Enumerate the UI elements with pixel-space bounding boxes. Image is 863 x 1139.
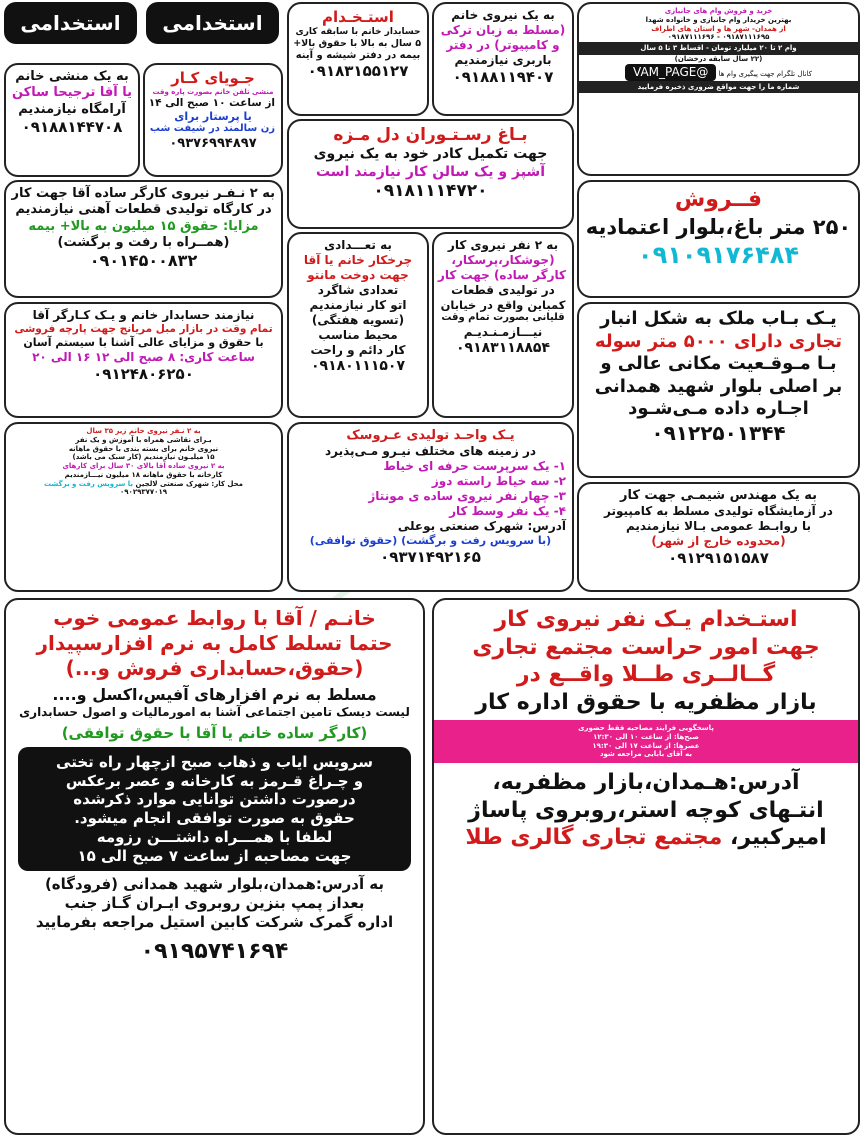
ad-loans-experience: (۲۲ سال سابقه درخشان) bbox=[674, 54, 763, 63]
ad-painting bbox=[4, 422, 283, 592]
ad-painting-l5: به ۲ نیروی ساده آقا بالای ۳۰ سال برای کارهای bbox=[62, 462, 225, 470]
ad-gallery-a1: آدرس:هـمدان،بازار مظفریه، bbox=[492, 770, 800, 795]
ad-software-phone: ۰۹۱۹۵۷۴۱۶۹۴ bbox=[140, 938, 289, 964]
ad-welder-l3: کارگر ساده) جهت کار bbox=[437, 268, 566, 282]
ad-bride-i1: ۱- یک سرپرست حرفه ای خیاط bbox=[383, 459, 566, 474]
ad-accountant-phone: ۰۹۱۸۳۱۵۵۱۲۷ bbox=[307, 62, 409, 81]
ad-gold-gallery bbox=[432, 598, 860, 1135]
ad-sewing-phone: ۰۹۱۸۰۱۱۱۵۰۷ bbox=[311, 358, 405, 374]
ad-gallery-a2: انتـهای کوچه استر،روبروی پاساژ bbox=[468, 797, 824, 823]
ad-software-b5: لطفا با همـــراه داشتـــن رزومه bbox=[96, 827, 333, 846]
ad-furniture bbox=[4, 302, 283, 418]
ad-chemist-phone: ۰۹۱۲۹۱۵۱۵۸۷ bbox=[668, 549, 769, 568]
ad-software-l6: (کارگر ساده خانم یا آقا با حقوق توافقی) bbox=[61, 724, 368, 742]
ad-accountant-l1: حسابدار خانم با سابقه کاری bbox=[295, 26, 421, 37]
ad-iron-l3: مزایا: حقوق ۱۵ میلیون به بالا+ بیمه bbox=[28, 218, 259, 234]
ad-sale-phone: ۰۹۱۰۹۱۷۶۴۸۴ bbox=[637, 240, 800, 269]
ad-job-title: جـویای کـار bbox=[171, 69, 255, 87]
ad-gallery-a3: امیرکبیر، bbox=[730, 825, 827, 850]
ad-warehouse-l5: اجـاره داده مـی‌شـود bbox=[628, 398, 809, 419]
ad-loans bbox=[577, 2, 860, 176]
ad-software-a3: اداره گمرک شرکت کابین استیل مراجعه بفرمایید bbox=[35, 912, 394, 931]
ad-painting-l4: ۱۵ میلیـون نیازمندیم (کار سبک می باشد) bbox=[72, 453, 215, 462]
ad-bride-l2: در زمینه های مختلف نیـرو مـی‌پذیرد bbox=[324, 444, 537, 459]
ad-software-b3: درصورت داشتن توانایی موارد ذکرشده bbox=[73, 790, 356, 809]
ad-job-l1: منشی تلفن خانم بصورت پاره وقت bbox=[152, 87, 274, 96]
ad-secretary-l3: آرامگاه نیازمندیم bbox=[18, 101, 126, 117]
ad-welder-l7: نیـــازمـنـدیـم bbox=[463, 324, 543, 339]
ad-sewing-l5: اتو کار نیازمندیم bbox=[309, 298, 407, 312]
ad-loans-telegram-tag: @VAM_PAGE bbox=[625, 64, 716, 81]
ad-software-l5: لیست دیسک تامین اجتماعی آشنا به امورمالیات و اصول حسابداری bbox=[19, 705, 410, 719]
ad-language-l4: باربری نیازمندیم bbox=[454, 53, 552, 67]
ad-welder-l2: (جوشکار،پرسکار، bbox=[451, 253, 555, 267]
ad-painting-l8: با سرویس رفت و برگشت bbox=[43, 479, 134, 488]
ad-software-l1: خانـم / آقا با روابط عمومی خوب bbox=[53, 606, 376, 630]
ad-secretary bbox=[4, 63, 140, 177]
ad-warehouse-l1: یـک بـاب ملک به شکل انبار bbox=[600, 308, 837, 329]
ad-gallery-l4: بازار مظفریه با حقوق اداره کار bbox=[475, 689, 817, 715]
ad-garden-restaurant bbox=[287, 119, 574, 229]
ad-secretary-l2: یا آقا ترجیحا ساکن bbox=[11, 85, 132, 101]
ad-garden-phone: ۰۹۱۸۱۱۱۴۷۲۰ bbox=[373, 181, 488, 202]
ad-loans-title: خرید و فروش وام های جانبازی bbox=[664, 7, 773, 15]
ad-software-l3: (حقوق،حسابداری فروش و...) bbox=[65, 656, 364, 680]
ad-painting-l6: کارخانه با حقوق ماهانه ۱۸ میلیون نیـــازمندیم bbox=[64, 470, 223, 479]
ad-painting-addr bbox=[10, 480, 277, 489]
ad-sewing-l4: تعدادی شاگرد bbox=[317, 283, 399, 297]
ad-bride-i3: ۳- چهار نفر نیروی ساده ی مونتاژ bbox=[368, 489, 566, 504]
ad-warehouse bbox=[577, 302, 860, 478]
ad-warehouse-phone: ۰۹۱۲۲۵۰۱۳۴۴ bbox=[651, 420, 786, 445]
ad-loans-line1: بهترین خریدار وام جانبازی و خانواده شهدا bbox=[645, 15, 792, 24]
ad-warehouse-l4: بر اصلی بلوار شهید همدانی bbox=[594, 375, 843, 397]
ad-sewing-l1: به تعـــدادی bbox=[324, 238, 392, 252]
ad-language-l3: و کامپیوتر) در دفتر bbox=[446, 38, 560, 52]
ad-sewing-l6: (تسویه هفتگی) bbox=[311, 313, 405, 327]
ad-iron-l2: در کارگاه تولیدی قطعات آهنی نیازمندیم bbox=[15, 202, 272, 218]
header-pill-right: استخدامی bbox=[146, 2, 279, 44]
ad-chemist-l2: در آزمایشگاه تولیدی مسلط به کامپیوتر bbox=[604, 504, 833, 519]
ad-software-b4: حقوق به صورت توافقی انجام میشود. bbox=[74, 809, 355, 827]
ad-painting-l7: محل کار: شهرک صنعتی لالجین bbox=[135, 479, 244, 488]
ad-gallery-p2: صبح‌ها: از ساعت ۱۰ الی ۱۲:۳۰ bbox=[593, 732, 699, 741]
ad-sale bbox=[577, 180, 860, 298]
ad-iron-parts bbox=[4, 180, 283, 298]
ad-welder-l1: به ۲ نفر نیروی کار bbox=[447, 238, 559, 252]
ad-welder bbox=[432, 232, 574, 418]
ad-bride-addr: آدرس: شهرک صنعتی بوعلی bbox=[397, 519, 566, 534]
ad-loans-line2: از همدان- شهر ها و استان های اطراف bbox=[651, 24, 786, 33]
ad-painting-phone: ۰۹۰۲۹۳۷۷۰۱۹ bbox=[120, 488, 167, 497]
ad-furniture-l4: ساعت کاری: ۸ صبح الی ۱۲ ۱۶ الی ۲۰ bbox=[32, 349, 255, 364]
ad-accountant-title: استـخـدام bbox=[322, 8, 394, 26]
ad-accountant-l2: ۵ سال به بالا با حقوق بالا+ bbox=[293, 38, 421, 49]
ad-job-seeker bbox=[143, 63, 283, 177]
ad-warehouse-l2: تجاری دارای ۵۰۰۰ متر سوله bbox=[594, 330, 843, 352]
header-pill-left: استخدامی bbox=[4, 2, 137, 44]
ad-gallery-l1: استـخدام یـک نفر نیروی کار bbox=[494, 607, 798, 632]
ad-sewing-l7: محیط مناسب bbox=[318, 328, 398, 342]
ad-chemist-l4: (محدوده خارج از شهر) bbox=[651, 534, 786, 549]
ad-loans-bar: وام ۲ تا ۲۰ میلیارد تومان - اقساط ۳ تا ۵ سال bbox=[577, 42, 860, 55]
ad-garden-title: بـاغ رسـتـوران دل مـزه bbox=[333, 125, 528, 145]
ad-language bbox=[432, 2, 574, 116]
ad-gallery-a3-line bbox=[440, 824, 852, 852]
ad-gallery-a4: مجتمع تجاری گالری طلا bbox=[465, 825, 723, 850]
ad-furniture-phone: ۰۹۱۲۴۸۰۶۲۵۰ bbox=[93, 364, 194, 383]
ad-iron-l4: (همــراه با رفت و برگشت) bbox=[57, 234, 230, 250]
ad-iron-phone: ۰۹۰۱۴۵۰۰۸۳۲ bbox=[89, 251, 198, 270]
ad-job-l2: از ساعت ۱۰ صبح الی ۱۴ bbox=[148, 96, 275, 109]
ad-gallery-p1: پاسخگویی فرایند مصاحبه فقط حضوری bbox=[578, 724, 714, 732]
ad-bride-note1: (با سرویس رفت و برگشت) bbox=[401, 534, 552, 548]
ad-bride-i4: ۴- یک نفر وسط کار bbox=[449, 504, 566, 519]
ad-bride-l1: یـک واحـد تولیدی عـروسک bbox=[346, 428, 515, 443]
ad-gallery-pinkbox bbox=[434, 720, 858, 763]
ad-software-a2: بعداز پمپ بنزین روبروی ایـران گـاز جنب bbox=[64, 894, 365, 912]
ad-sale-l1: ۲۵۰ متر باغ،بلوار اعتمادیه bbox=[585, 214, 852, 239]
ad-software-b1: سرویس ایاب و ذهاب صبح ازچهار راه تختی bbox=[56, 752, 373, 771]
ad-bride-notes bbox=[295, 534, 566, 548]
ad-welder-l5: کمباین واقع در خیابان bbox=[440, 298, 566, 312]
ad-painting-l1: به ۲ نـفر نیروی خانم زیر ۳۵ سال bbox=[86, 427, 201, 435]
ad-software-l2: حتما تسلط کامل به نرم افزارسپیدار bbox=[36, 631, 393, 655]
ad-accountant bbox=[287, 2, 429, 116]
ad-software-l4: مسلط به نرم افزارهای آفیس،اکسل و.... bbox=[52, 685, 377, 704]
ad-secretary-l1: به یک منشی خانم bbox=[15, 69, 129, 84]
ad-sewing-l3: جهت دوخت مانتو bbox=[307, 268, 409, 282]
ad-language-l2: (مسلط به زبان ترکی bbox=[440, 23, 566, 37]
ad-bride-note2: (حقوق توافقی) bbox=[309, 534, 398, 548]
ad-chemist-l1-text: به یک مهندس شیمـی جهت کار bbox=[619, 488, 817, 503]
ad-furniture-l3: با حقوق و مزایای عالی آشنا با سیستم آسان bbox=[23, 336, 264, 350]
ad-furniture-l2: تمام وقت در بازار مبل مریانج جهت پارچه فروشی bbox=[14, 323, 273, 335]
ad-secretary-phone: ۰۹۱۸۸۱۴۴۷۰۸ bbox=[21, 117, 123, 136]
ad-loans-telegram bbox=[583, 64, 854, 81]
ad-job-l3: یا پرستار برای bbox=[174, 109, 252, 123]
ad-welder-l6: قلیانی بصورت تمام وقت bbox=[441, 312, 565, 324]
ad-software-b6: جهت مصاحبه از ساعت ۷ صبح الی ۱۵ bbox=[77, 846, 352, 865]
ad-garden-l2: آشپز و یک سالن کار نیازمند است bbox=[315, 163, 545, 180]
ad-software-blackbox bbox=[18, 747, 411, 872]
ad-software bbox=[4, 598, 425, 1135]
ad-gallery-p3: عصرها: از ساعت ۱۷ الی ۱۹:۳۰ bbox=[592, 741, 700, 750]
ad-sewing bbox=[287, 232, 429, 418]
ad-welder-phone: ۰۹۱۸۳۱۱۸۸۵۴ bbox=[456, 339, 550, 356]
ad-gallery-l2: جهت امور حراست مجتمع تجاری bbox=[472, 634, 820, 660]
ad-painting-l2: بـرای نقاشی همراه با آموزش و یک نفر bbox=[75, 435, 212, 444]
ad-loans-save-note: شماره ما را جهت مواقع ضروری ذخیره فرمایید bbox=[577, 81, 860, 94]
ad-doll-factory bbox=[287, 422, 574, 592]
ad-chemist bbox=[577, 482, 860, 592]
ad-software-b2: و چـراغ قـرمز به کارخانه و عصر برعکس bbox=[65, 771, 364, 790]
ad-painting-l3: نیروی خانم برای بسته بندی با حقوق ماهانه bbox=[68, 444, 219, 453]
ad-chemist-l3: با روابـط عمومی بـالا نیازمندیم bbox=[625, 519, 812, 534]
ad-bride-phone: ۰۹۳۷۱۴۹۲۱۶۵ bbox=[380, 548, 481, 566]
ad-loans-telegram-text: کانال تلگرام جهت پیگیری وام ها bbox=[718, 69, 812, 78]
ad-bride-i2: ۲- سه خیاط راسته دوز bbox=[431, 474, 566, 489]
ad-gallery-l3: گــالــری طــلا واقــع در bbox=[516, 662, 776, 687]
ad-welder-l4: در تولیدی قطعات bbox=[451, 283, 555, 297]
ad-gallery-p4: به آقای بابایی مراجعه شود bbox=[599, 750, 693, 759]
ad-job-l4: زن سالمند در شیفت شب bbox=[149, 123, 275, 135]
ad-sewing-l8: کار دائم و راحت bbox=[310, 343, 406, 357]
ad-accountant-l3: بیمه در دفتر شیشه و آینه bbox=[295, 49, 421, 61]
ad-loans-phones: ۰۹۱۸۷۱۱۱۶۹۶ - ۰۹۱۸۷۱۱۱۶۹۵ bbox=[667, 33, 770, 42]
ad-sewing-l2: چرخکار خانم یا آقا bbox=[303, 253, 413, 267]
ad-iron-l1: به ۲ نـفـر نیروی کارگر ساده آقا جهت کار bbox=[11, 186, 275, 201]
ad-language-phone: ۰۹۱۸۸۱۱۹۴۰۷ bbox=[452, 68, 554, 86]
ad-software-a1: به آدرس:همدان،بلوار شهید همدانی (فرودگاه) bbox=[44, 875, 385, 894]
ad-chemist-l1 bbox=[585, 488, 852, 504]
ad-garden-l1: جهت تکمیل کادر خود به یک نیروی bbox=[313, 146, 548, 163]
ad-sale-title: فــروش bbox=[674, 187, 763, 212]
ad-furniture-l1: نیازمند حسابدار خانم و یـک کـارگر آقا bbox=[32, 308, 255, 322]
ad-job-phone: ۰۹۳۷۶۹۹۴۸۹۷ bbox=[169, 135, 257, 151]
ad-language-l1: به یک نیروی خانم bbox=[451, 8, 555, 22]
ad-warehouse-l3: بـا مـوقـعیت مکانی عالی و bbox=[600, 353, 837, 374]
